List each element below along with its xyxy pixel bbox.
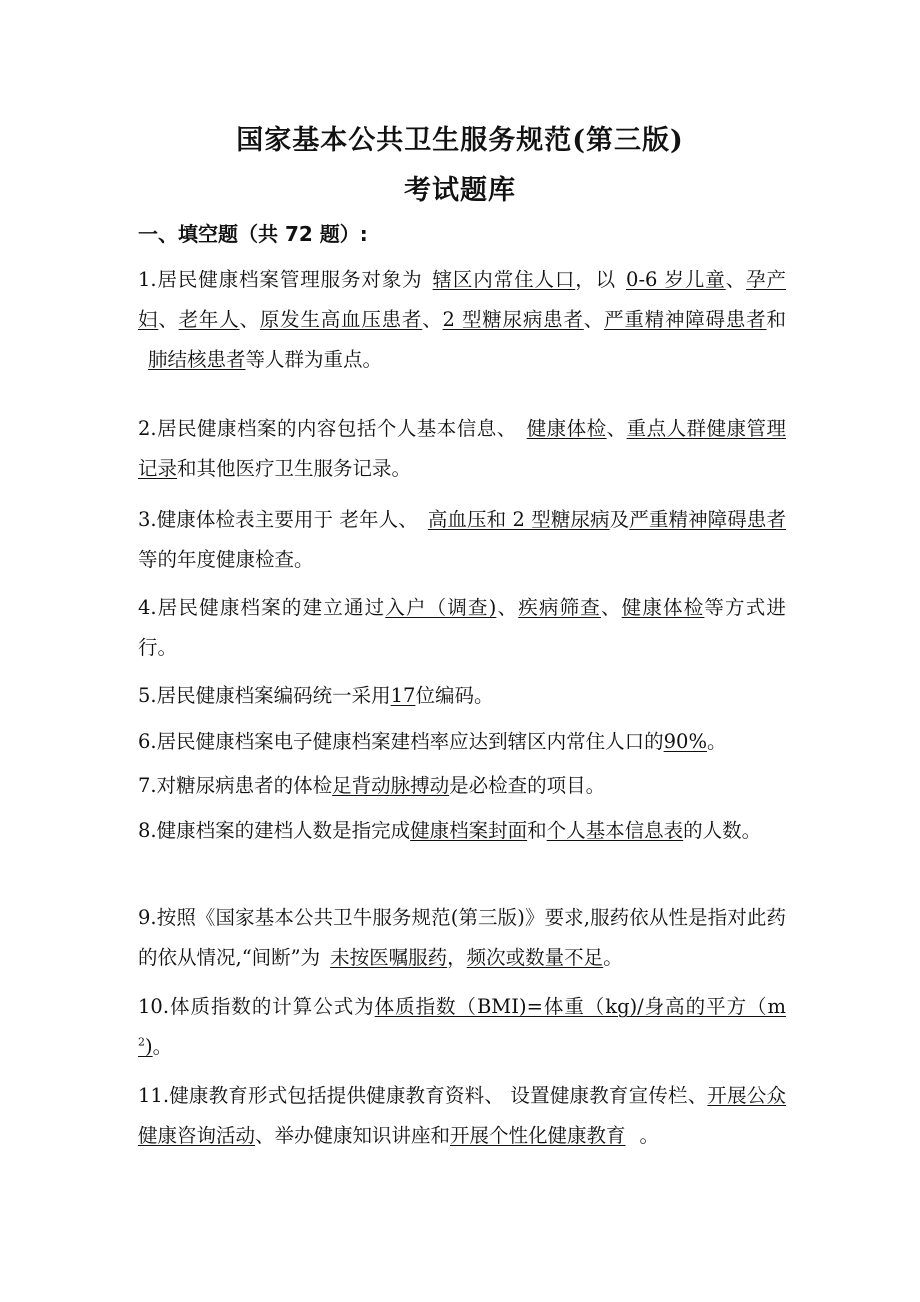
question-3 <box>138 500 786 580</box>
question-1 <box>138 260 786 380</box>
question-10 <box>138 987 786 1067</box>
answer-blank: 疾病筛查 <box>518 596 601 619</box>
answer-blank: 开展公众健康咨询活动 <box>138 1084 786 1147</box>
answer-blank: 17 <box>390 684 416 707</box>
question-text: 位编码。 <box>415 684 494 707</box>
question-number: 1. <box>138 268 157 291</box>
answer-blank: 原发生高血压患者 <box>259 308 423 331</box>
answer-blank: 老年人 <box>178 308 240 331</box>
question-text: 、举办健康知识讲座和 <box>255 1124 451 1147</box>
question-text: 的人数。 <box>683 819 762 842</box>
question-text: 等人群为重点。 <box>245 348 383 371</box>
question-number: 2. <box>138 417 157 440</box>
question-text: 及 <box>609 508 630 531</box>
question-text: 居民健康档案的建立通过 <box>156 596 386 619</box>
answer-blank: 足背动脉搏动 <box>332 774 450 797</box>
question-text: 居民健康档案的内容包括个人基本信息、 <box>156 417 517 440</box>
question-number: 5. <box>138 684 157 707</box>
question-text: 和 <box>527 819 547 842</box>
document-subtitle: 考试题库 <box>404 175 516 206</box>
question-text: 。 <box>152 1035 173 1058</box>
question-text: 、 <box>422 308 443 331</box>
question-text: 和其他医疗卫生服务记录。 <box>177 457 412 480</box>
answer-blank: 2 型糖尿病患者 <box>442 308 584 331</box>
question-5 <box>138 676 786 716</box>
question-2 <box>138 409 786 489</box>
question-number: 3. <box>138 508 157 531</box>
question-number: 8. <box>138 819 157 842</box>
question-text: 、 <box>496 596 519 619</box>
answer-blank: 高血压和 2 型糖尿病 <box>427 508 610 531</box>
question-number: 9. <box>138 906 157 929</box>
question-number: 11. <box>138 1084 170 1107</box>
answer-text: ) <box>145 1035 153 1058</box>
question-text: 、 <box>158 308 179 331</box>
question-text: 。 <box>603 946 623 969</box>
document-title: 国家基本公共卫生服务规范(第三版) <box>236 125 684 156</box>
answer-blank: 肺结核患者 <box>148 348 246 371</box>
question-number: 10. <box>138 995 170 1018</box>
answer-text: 体质指数（BMI)=体重（kg)/身高的平方（m <box>374 995 786 1018</box>
answer-blank: 辖区内常住人口 <box>432 268 576 291</box>
question-4 <box>138 588 786 668</box>
question-9 <box>138 898 786 978</box>
superscript: 2 <box>138 1035 145 1049</box>
question-text: ，以 <box>575 268 617 291</box>
question-number: 4. <box>138 596 157 619</box>
question-text: 健康档案的建档人数是指完成 <box>156 819 411 842</box>
answer-blank: 健康体检 <box>526 417 607 440</box>
answer-blank: 频次或数量不足 <box>466 946 604 969</box>
answer-blank: 个人基本信息表 <box>546 819 684 842</box>
question-text: 、 <box>725 268 747 291</box>
question-text: 等方式进行。 <box>138 596 786 659</box>
question-text: 。 <box>639 1124 660 1147</box>
question-text: 是必检查的项目。 <box>449 774 606 797</box>
answer-blank: 开展个性化健康教育 <box>450 1124 626 1147</box>
answer-blank: 孕产妇 <box>138 268 786 331</box>
question-text: 按照《国家基本公共卫牛服务规范(第三版)》要求,服药依从性是指对此药的依从情况,“间断”为 <box>138 906 786 969</box>
answer-blank: 入户（调查) <box>385 596 497 619</box>
question-text: 健康教育形式包括提供健康教育资料、 设置健康教育宣传栏、 <box>169 1084 708 1107</box>
question-text: 和 <box>766 308 786 331</box>
question-text: 居民健康档案电子健康档案建档率应达到辖区内常住人口的 <box>156 730 664 753</box>
question-11 <box>138 1076 786 1156</box>
question-7 <box>138 766 786 806</box>
answer-blank: 未按医嘱服药 <box>330 946 448 969</box>
question-number: 7. <box>138 774 157 797</box>
question-text: 等的年度健康检查。 <box>138 548 314 571</box>
question-6 <box>138 722 786 762</box>
question-text: 、 <box>600 596 622 619</box>
question-text: ， <box>447 946 467 969</box>
answer-blank: 健康体检 <box>621 596 705 619</box>
question-text: 体质指数的计算公式为 <box>169 995 375 1018</box>
answer-blank: 严重精神障碍患者 <box>604 308 767 331</box>
question-text: 、 <box>606 417 627 440</box>
answer-blank: 健康档案封面 <box>410 819 528 842</box>
question-text: 居民健康档案编码统一采用 <box>156 684 391 707</box>
question-text: 、 <box>239 308 260 331</box>
answer-blank: 重点人群健康管理记录 <box>138 417 786 480</box>
question-text: 居民健康档案管理服务对象为 <box>156 268 423 291</box>
answer-blank: 0-6 岁儿童 <box>626 268 726 291</box>
question-text: 、 <box>583 308 605 331</box>
section-heading: 一、填空题（共 72 题）: <box>138 222 368 246</box>
question-text: 对糖尿病患者的体检 <box>156 774 333 797</box>
question-text: 健康体检表主要用于 老年人、 <box>156 508 418 531</box>
answer-blank: 90% <box>663 730 707 753</box>
question-text: 。 <box>706 730 727 753</box>
question-8 <box>138 811 786 851</box>
answer-blank: 严重精神障碍患者 <box>629 508 786 531</box>
question-number: 6. <box>138 730 157 753</box>
